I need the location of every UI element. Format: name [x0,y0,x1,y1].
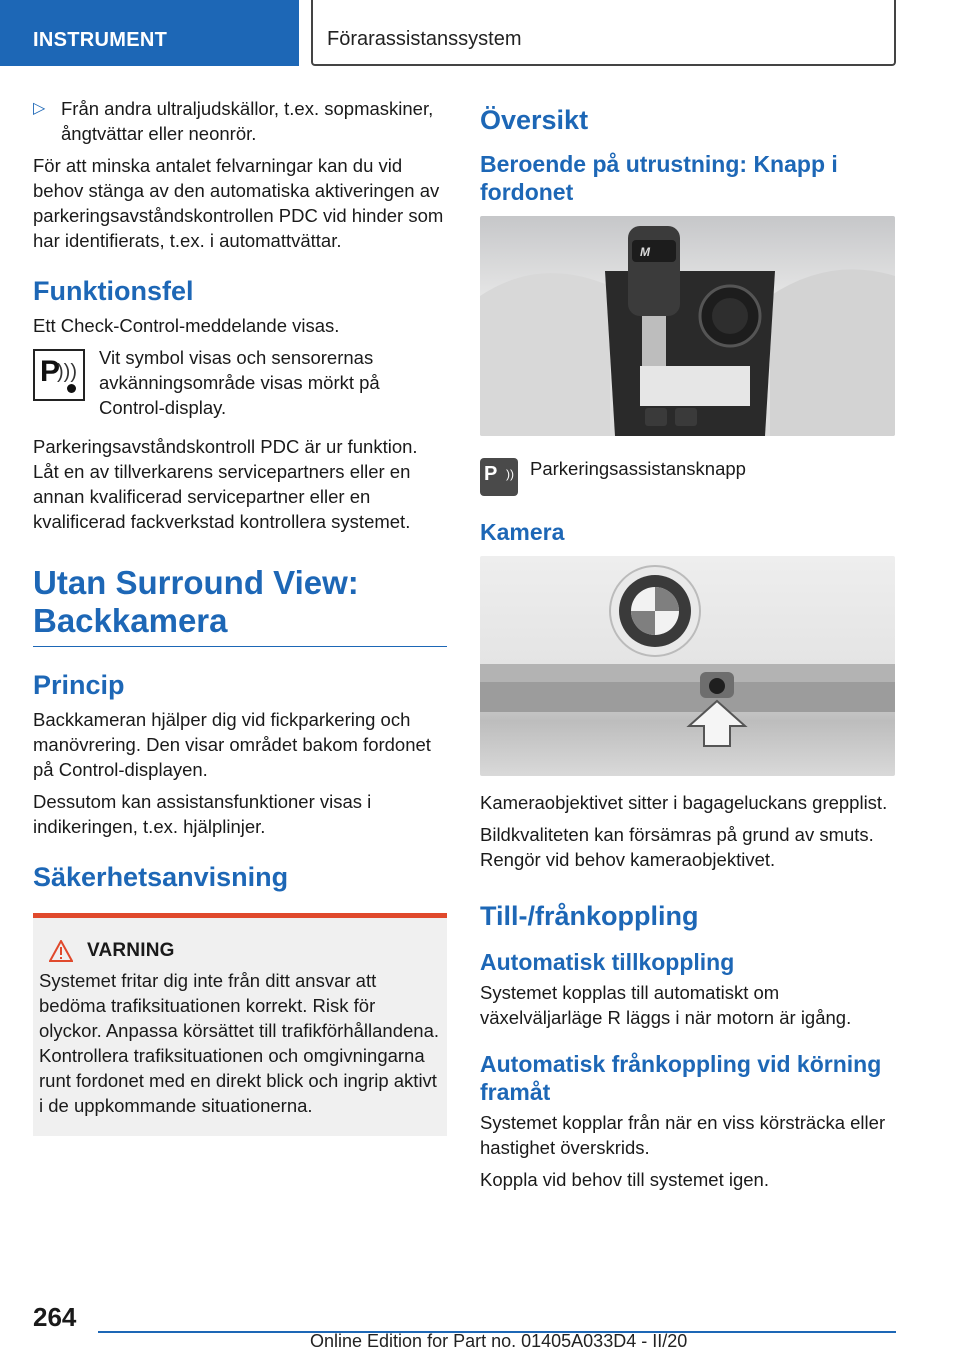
camera-illustration [480,556,895,776]
subsection-heading-auto-till: Automatisk tillkoppling [480,949,735,975]
button-caption-row [480,456,896,496]
paragraph: Dessutom kan assistansfunktioner visas i indikeringen, t.ex. hjälplinjer. [33,791,372,837]
svg-text:M: M [640,245,650,259]
right-column [480,96,896,1199]
left-column [33,96,447,1136]
section-heading-till: Till-/frånkoppling [480,901,699,931]
symbol-row [33,345,447,420]
header-section-label: INSTRUMENT [33,29,168,51]
header-section-tab [0,0,299,66]
button-caption: Parkeringsassistansknapp [530,458,746,479]
paragraph: Koppla vid behov till systemet igen. [480,1169,769,1190]
parking-sensor-symbol-icon: P ))) [33,349,85,401]
parking-assistant-button-icon: P )) [480,458,518,496]
paragraph: Parkeringsavståndskontroll PDC är ur funktion. Låt en av tillverkarens servicepartners eller en annan kvalificerad servicepartner eller en kvalificerad fackverkstad kontrollera systemet. [33,436,418,532]
bullet-text: Från andra ultraljudskällor, t.ex. sopmaskiner, ångtvättar eller neonrör. [61,98,434,144]
chapter-heading: Utan Surround View: Backkamera [33,564,447,647]
console-illustration [480,216,895,436]
subsection-heading-knapp: Beroende på utrustning: Knapp i fordonet [480,151,838,205]
subsection-heading-kamera: Kamera [480,519,565,545]
warning-box [33,913,447,1136]
subsection-heading-auto-fran: Automatisk frånkoppling vid körning framåt [480,1051,882,1105]
header-chapter-tab [311,0,896,66]
section-heading-safety: Säkerhetsanvisning [33,862,289,892]
triangle-bullet-icon: ▷ [33,100,46,117]
section-heading-funktionsfel: Funktionsfel [33,276,194,306]
paragraph: Kameraobjektivet sitter i bagageluckans grepplist. [480,792,888,813]
warning-label: VARNING [87,940,175,961]
section-heading-oversikt: Översikt [480,105,589,135]
paragraph: Bildkvaliteten kan försämras på grund av smuts. Rengör vid behov kameraobjektivet. [480,824,874,870]
page-number: 264 [33,1302,77,1332]
bullet-item [33,96,447,146]
paragraph: Backkameran hjälper dig vid fickparkering och manövrering. Den visar området bakom fordonet på Control-displayen. [33,709,431,780]
gear-selector-console-image [480,216,895,436]
warning-triangle-icon [49,940,73,962]
header-chapter-label: Förarassistanssystem [327,28,522,50]
symbol-description: Vit symbol visas och sensorernas avkänningsområde visas mörkt på Control-display. [99,347,380,418]
paragraph: Ett Check-Control-meddelande visas. [33,315,340,336]
rear-camera-image [480,556,895,776]
paragraph: För att minska antalet felvarningar kan du vid behov stänga av den automatiska aktiveringen av parkeringsavståndskontrollen PDC vid hinder som har identifierats, t.ex. i automattvättar. [33,155,444,251]
warning-header [39,940,441,962]
warning-text: Systemet fritar dig inte från ditt ansvar att bedöma trafiksituationen korrekt. Risk för olyckor. Anpassa körsättet till trafikförhållandena. Kontrollera trafiksituationen och omgivningarna runt fordonet med en direkt blick och ingrip aktivt i de uppkommande situationerna. [39,970,440,1116]
edition-text: Online Edition for Part no. 01405A033D4 - II/20 [310,1331,688,1351]
section-heading-princip: Princip [33,670,125,700]
paragraph: Systemet kopplas till automatiskt om växelväljarläge R läggs i när motorn är igång. [480,982,852,1028]
paragraph: Systemet kopplar från när en viss körsträcka eller hastighet överskrids. [480,1112,886,1158]
